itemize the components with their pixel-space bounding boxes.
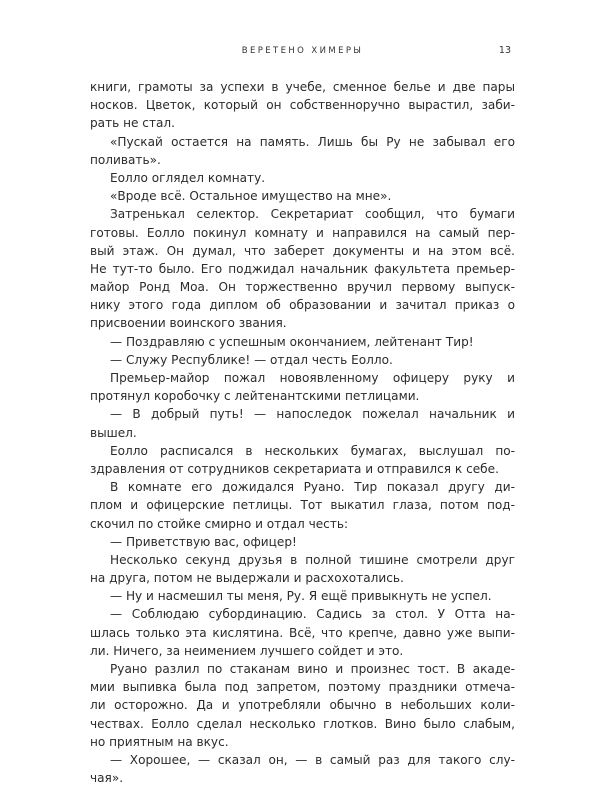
text-line: Премьер-майор пожал новоявленному офицеру руку и xyxy=(110,371,515,385)
text-line: плом и офицерские петлицы. Тот выкатил глаза, потом под- xyxy=(90,498,515,513)
text-line: чая». xyxy=(90,771,124,786)
text-line: протянул коробочку с лейтенантскими петлицами. xyxy=(90,389,420,404)
text-line: — Служу Республике! — отдал честь Еолло. xyxy=(110,352,393,367)
text-line: — Приветствую вас, офицер! xyxy=(110,534,297,549)
text-line: Не тут-то было. Его поджидал начальник факультета премьер- xyxy=(90,261,515,276)
text-line: — Соблюдаю субординацию. Садись за стол. У Отта на- xyxy=(110,607,515,622)
text-line: — Хорошее, — сказал он, — в самый раз для такого слу- xyxy=(110,752,515,767)
text-line: «Вроде всё. Остальное имущество на мне». xyxy=(110,189,392,204)
text-line: нику этого года диплом об образовании и зачитал приказ о xyxy=(90,298,515,313)
text-line: Еолло расписался в нескольких бумагах, выслушал по- xyxy=(110,443,515,458)
text-line: «Пускай остается на память. Лишь бы Ру не забывал его xyxy=(110,134,515,149)
page-number: 13 xyxy=(498,45,511,56)
text-line: — В добрый путь! — напоследок пожелал начальник и xyxy=(110,407,515,422)
text-line: чествах. Еолло сделал несколько глотков. Вино было слабым, xyxy=(90,716,515,731)
text-line: поливать». xyxy=(90,152,161,167)
text-line: но приятным на вкус. xyxy=(90,734,229,749)
text-line: присвоении воинского звания. xyxy=(90,316,287,331)
text-line: рать не стал. xyxy=(90,116,175,131)
text-line: здравления от сотрудников секретариата и отправился к себе. xyxy=(90,461,499,476)
running-title: ВЕРЕТЕНО ХИМЕРЫ xyxy=(241,46,364,56)
text-line: — Поздравляю с успешным окончанием, лейтенант Тир! xyxy=(110,334,474,349)
text-line: книги, грамоты за успехи в учебе, сменное белье и две пары xyxy=(90,80,515,94)
text-line: мии выпивка была под запретом, поэтому праздники отмеча- xyxy=(90,680,515,695)
text-line: ли. Ничего, за неимением лучшего сойдет и это. xyxy=(90,643,404,658)
page-header xyxy=(90,46,515,64)
text-line: носков. Цветок, который он собственноручно вырастил, заби- xyxy=(90,98,515,113)
text-line: майор Ронд Моа. Он торжественно вручил первому выпуск- xyxy=(90,280,515,295)
text-line: на друга, потом не выдержали и расхохотались. xyxy=(90,571,404,586)
text-line: Еолло оглядел комнату. xyxy=(110,170,266,185)
text-line: В комнате его дожидался Руано. Тир показал другу ди- xyxy=(110,480,515,495)
text-line: скочил по стойке смирно и отдал честь: xyxy=(90,516,349,531)
text-line: — Ну и насмешил ты меня, Ру. Я ещё привыкнуть не успел. xyxy=(110,589,492,604)
text-line: вышел. xyxy=(90,425,137,440)
text-line: Руано разлил по стаканам вино и произнес тост. В акаде- xyxy=(110,662,515,676)
text-line: Несколько секунд друзья в полной тишине смотрели друг xyxy=(110,552,515,567)
text-line: вый этаж. Он думал, что заберет документы и на этом всё. xyxy=(90,243,515,258)
text-line: готовы. Еолло покинул комнату и направился на самый пер- xyxy=(90,225,515,240)
text-line: Затренькал селектор. Секретариат сообщил, что бумаги xyxy=(110,207,515,222)
body-text xyxy=(90,78,515,787)
text-line: ли осторожно. Да и употребляли обычно в небольших коли- xyxy=(90,698,515,713)
text-line: шлась только эта кислятина. Всё, что крепче, давно уже выпи- xyxy=(90,625,515,640)
